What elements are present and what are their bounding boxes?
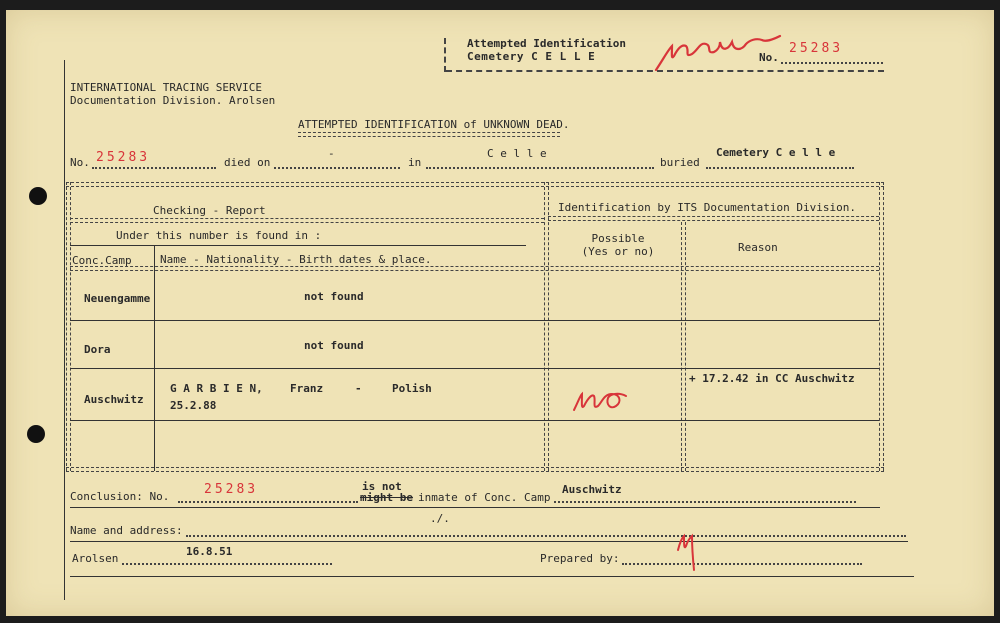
punch-hole: [27, 425, 45, 443]
handwritten-no: [572, 388, 628, 414]
row-camp: Auschwitz: [84, 393, 144, 406]
row-details-birthdate: 25.2.88: [170, 399, 217, 412]
row-details: not found: [304, 339, 364, 352]
col-camp: Conc.Camp: [72, 254, 132, 267]
prepared-label: Prepared by:: [540, 552, 620, 565]
row-details-nationality: Polish: [392, 382, 432, 395]
conclusion-camp: Auschwitz: [562, 483, 622, 496]
col-details: Name - Nationality - Birth dates & place.: [160, 253, 432, 266]
header-no-label: No.: [759, 51, 779, 64]
conclusion-no-value: 25283: [204, 482, 259, 497]
row-camp: Neuengamme: [84, 292, 151, 305]
left-header: Checking - Report: [153, 204, 266, 217]
conclusion-label: Conclusion: No.: [70, 490, 170, 503]
separator-mark: ./.: [430, 512, 450, 525]
margin-rule: [64, 60, 65, 600]
buried-label: buried: [660, 156, 700, 169]
conclusion-status-struck: might be: [360, 491, 413, 504]
header-title: Attempted Identification: [467, 37, 626, 50]
form-title: ATTEMPTED IDENTIFICATION of UNKNOWN DEAD.: [298, 118, 570, 131]
conclusion-status: is not: [362, 480, 402, 493]
record-no-label: No.: [70, 156, 90, 169]
row-details: not found: [304, 290, 364, 303]
col-possible: Possible (Yes or no): [581, 232, 655, 258]
row-details-name: G A R B I E N,: [170, 382, 263, 395]
footer-place: Arolsen: [72, 552, 119, 565]
row-camp: Dora: [84, 343, 111, 356]
punch-hole: [29, 187, 47, 205]
sub-header: Under this number is found in :: [116, 229, 322, 242]
handwritten-none-stamp: [654, 28, 784, 78]
right-header: Identification by ITS Documentation Division.: [558, 201, 857, 214]
in-label: in: [408, 156, 422, 169]
name-address-label: Name and address:: [70, 524, 183, 537]
header-no-value: 25283: [789, 41, 844, 56]
handwritten-initials: [674, 530, 704, 572]
footer-date: 16.8.51: [186, 545, 233, 558]
died-value: -: [328, 147, 335, 160]
org-name: INTERNATIONAL TRACING SERVICE: [70, 81, 263, 94]
record-no-value: 25283: [96, 150, 151, 165]
org-division: Documentation Division. Arolsen: [70, 94, 276, 107]
row-details-dash: -: [355, 382, 362, 395]
in-value: C e l l e: [487, 147, 547, 160]
buried-value: Cemetery C e l l e: [716, 146, 836, 159]
col-reason: Reason: [738, 241, 778, 254]
conclusion-middle: inmate of Conc. Camp: [418, 491, 551, 504]
died-label: died on: [224, 156, 271, 169]
row-reason: + 17.2.42 in CC Auschwitz: [689, 372, 855, 385]
index-card: [6, 10, 994, 616]
header-cemetery: Cemetery C E L L E: [467, 50, 596, 63]
row-details-first: Franz: [290, 382, 324, 395]
